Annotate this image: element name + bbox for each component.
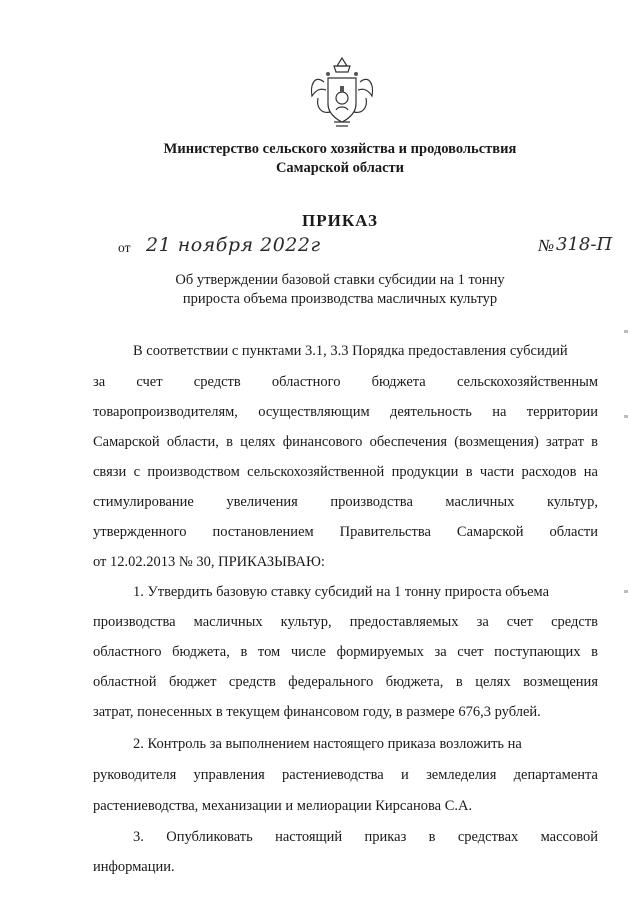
- body-line: В соответствии с пунктами 3.1, 3.3 Порядка предоставления субсидий: [133, 343, 568, 359]
- scan-mark: [624, 590, 628, 593]
- body-line: руководителя управления растениеводства и земледелия департамента: [93, 767, 598, 783]
- body-line: областного бюджета, в том числе формируемых за счет поступающих в: [93, 644, 598, 660]
- subject-line: Об утверждении базовой ставки субсидии на 1 тонну: [175, 272, 505, 288]
- body-line: товаропроизводителям, осуществляющим деятельность на территории: [93, 404, 598, 420]
- body-line: производства масличных культур, предоставляемых за счет средств: [93, 614, 598, 630]
- number-prefix: №: [538, 236, 555, 255]
- handwritten-number: 318-П: [556, 234, 613, 255]
- scan-mark: [624, 415, 628, 418]
- body-line: за счет средств областного бюджета сельскохозяйственным: [93, 374, 598, 390]
- subject-line: прироста объема производства масличных культур: [182, 291, 498, 307]
- handwritten-date: 21 ноября 2022г: [146, 234, 321, 256]
- body-line: областной бюджет средств федерального бюджета, в целях возмещения: [93, 674, 598, 690]
- date-prefix: от: [118, 240, 131, 255]
- body-line: стимулирование увеличения производства масличных культур,: [93, 494, 598, 510]
- organization-region: Самарской области: [275, 160, 405, 176]
- body-line: от 12.02.2013 № 30, ПРИКАЗЫВАЮ:: [93, 554, 325, 570]
- body-line: Самарской области, в целях финансового обеспечения (возмещения) затрат в: [93, 434, 598, 450]
- body-line: информации.: [93, 859, 175, 875]
- scan-mark: [624, 330, 628, 333]
- body-line: 3. Опубликовать настоящий приказ в средствах массовой: [133, 829, 598, 845]
- date-number-row: [118, 234, 618, 260]
- body-line: связи с производством сельскохозяйственной продукции в части расходов на: [93, 464, 598, 480]
- body-line: утвержденного постановлением Правительства Самарской области: [93, 524, 598, 540]
- organization-name: Министерство сельского хозяйства и продовольствия: [163, 141, 517, 157]
- body-line: 1. Утвердить базовую ставку субсидий на 1 тонну прироста объема: [133, 584, 550, 600]
- coat-of-arms-icon: [304, 52, 380, 134]
- body-line: 2. Контроль за выполнением настоящего приказа возложить на: [133, 736, 522, 752]
- body-line: растениеводства, механизации и мелиорации Кирсанова С.А.: [93, 798, 473, 814]
- body-line: затрат, понесенных в текущем финансовом году, в размере 676,3 рублей.: [93, 704, 541, 720]
- document-title: ПРИКАЗ: [302, 211, 378, 230]
